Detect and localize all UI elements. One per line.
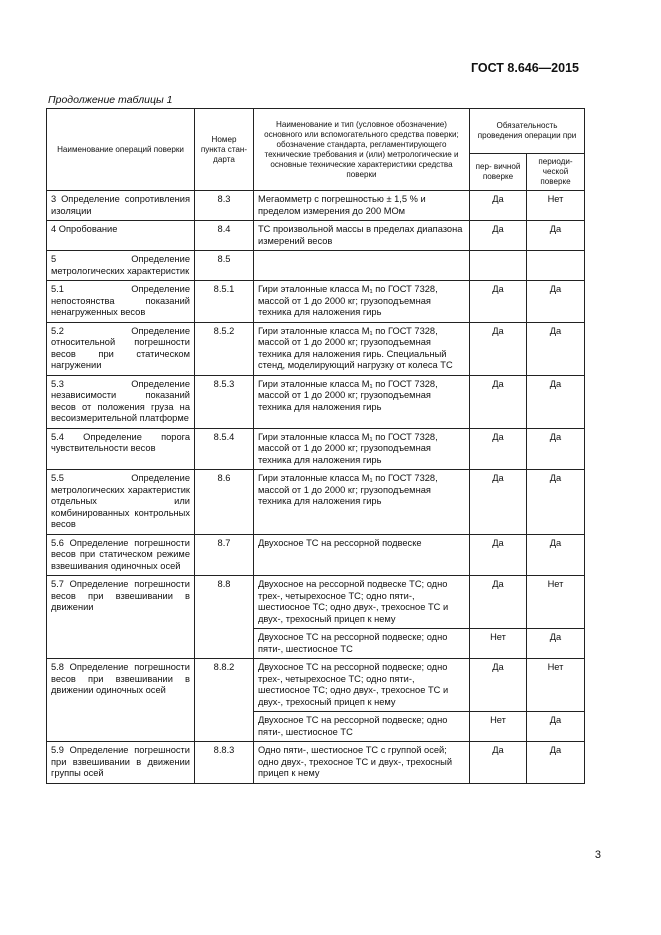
verification-means: Двухосное на рессорной подвеске ТС; одно трех-, четырехосное ТС; одно пяти-, шестиосное ТС; одно двух-, трехосное ТС и двух-, трехосный прицеп к нему: [254, 576, 470, 629]
operation-name: 5.4 Определение порога чувствительности весов: [47, 428, 195, 470]
operation-name: 5.7 Определение погрешности весов при взвешивании в движении: [47, 576, 195, 659]
periodic-flag: Нет: [527, 576, 585, 629]
header-periodic-verification: периоди- ческой поверке: [527, 154, 585, 191]
table-row: [47, 251, 585, 281]
table-row: [47, 742, 585, 784]
table-row: [47, 428, 585, 470]
periodic-flag: Да: [527, 322, 585, 375]
table-caption: Продолжение таблицы 1: [48, 94, 173, 106]
verification-means: Двухосное ТС на рессорной подвеске; одно пяти-, шестиосное ТС: [254, 712, 470, 742]
periodic-flag: Да: [527, 221, 585, 251]
periodic-flag: Да: [527, 428, 585, 470]
verification-means: Двухосное ТС на рессорной подвеске: [254, 534, 470, 576]
header-operation: Наименование операций поверки: [47, 109, 195, 191]
verification-means: Гири эталонные класса M₁ по ГОСТ 7328, массой от 1 до 2000 кг; грузоподъемная техника для наложения гирь: [254, 375, 470, 428]
header-obligation: Обязательность проведения операции при: [470, 109, 585, 154]
primary-flag: Да: [470, 742, 527, 784]
operation-name: 5.1 Определение непостоянства показаний ненагруженных весов: [47, 281, 195, 323]
clause-number: 8.5.4: [195, 428, 254, 470]
table-row: [47, 470, 585, 535]
primary-flag: Да: [470, 470, 527, 535]
operation-name: 5.3 Определение независимости показаний весов от положения груза на весоизмерительной платформе: [47, 375, 195, 428]
header-verification-means: Наименование и тип (условное обозначение) основного или вспомогательного средства поверки; обозначение стандарта, регламентирующего технические требования и (или) метрологические и основные технические характеристики средства поверки: [254, 109, 470, 191]
clause-number: 8.3: [195, 191, 254, 221]
primary-flag: Нет: [470, 629, 527, 659]
primary-flag: Да: [470, 576, 527, 629]
table-row: [47, 322, 585, 375]
periodic-flag: Да: [527, 281, 585, 323]
operation-name: 5 Определение метрологических характеристик: [47, 251, 195, 281]
verification-means: ТС произвольной массы в пределах диапазона измерений весов: [254, 221, 470, 251]
periodic-flag: Нет: [527, 191, 585, 221]
operation-name: 5.8 Определение погрешности весов при взвешивании в движении одиночных осей: [47, 659, 195, 742]
periodic-flag: Да: [527, 375, 585, 428]
primary-flag: Да: [470, 281, 527, 323]
operation-name: 5.6 Определение погрешности весов при статическом режиме взвешивания одиночных осей: [47, 534, 195, 576]
table-row: [47, 221, 585, 251]
primary-flag: Нет: [470, 712, 527, 742]
table-header-row: [47, 109, 585, 154]
periodic-flag: [527, 251, 585, 281]
periodic-flag: Да: [527, 742, 585, 784]
verification-means: Гири эталонные класса M₁ по ГОСТ 7328, массой от 1 до 2000 кг; грузоподъемная техника для наложения гирь. Специальный стенд, моделирующий нагрузку от колеса ТС: [254, 322, 470, 375]
primary-flag: Да: [470, 375, 527, 428]
table-row: [47, 576, 585, 629]
periodic-flag: Да: [527, 629, 585, 659]
clause-number: 8.7: [195, 534, 254, 576]
verification-means: Мегаомметр с погрешностью ± 1,5 % и пределом измерения до 200 МОм: [254, 191, 470, 221]
periodic-flag: Да: [527, 712, 585, 742]
table-row: [47, 534, 585, 576]
operation-name: 5.5 Определение метрологических характеристик отдельных или комбинированных контрольных весов: [47, 470, 195, 535]
verification-operations-table: [46, 108, 585, 784]
verification-means: Одно пяти-, шестиосное ТС с группой осей; одно двух-, трехосное ТС и двух-, трехосный прицеп к нему: [254, 742, 470, 784]
operation-name: 5.2 Определение относительной погрешности весов при статическом нагружении: [47, 322, 195, 375]
periodic-flag: Да: [527, 534, 585, 576]
clause-number: 8.5: [195, 251, 254, 281]
clause-number: 8.8: [195, 576, 254, 659]
primary-flag: Да: [470, 221, 527, 251]
table-row: [47, 191, 585, 221]
verification-means: Гири эталонные класса M₁ по ГОСТ 7328, массой от 1 до 2000 кг; грузоподъемная техника для наложения гирь: [254, 281, 470, 323]
primary-flag: Да: [470, 428, 527, 470]
verification-means: Гири эталонные класса M₁ по ГОСТ 7328, массой от 1 до 2000 кг; грузоподъемная техника для наложения гирь: [254, 428, 470, 470]
primary-flag: Да: [470, 659, 527, 712]
periodic-flag: Нет: [527, 659, 585, 712]
operation-name: 4 Опробование: [47, 221, 195, 251]
header-clause-number: Номер пункта стан- дарта: [195, 109, 254, 191]
verification-means: Гири эталонные класса M₁ по ГОСТ 7328, массой от 1 до 2000 кг; грузоподъемная техника для наложения гирь: [254, 470, 470, 535]
clause-number: 8.4: [195, 221, 254, 251]
header-primary-verification: пер- вичной поверке: [470, 154, 527, 191]
page-number: 3: [594, 849, 601, 861]
clause-number: 8.6: [195, 470, 254, 535]
operation-name: 3 Определение сопротивления изоляции: [47, 191, 195, 221]
clause-number: 8.5.2: [195, 322, 254, 375]
document-code: ГОСТ 8.646—2015: [470, 61, 579, 75]
verification-means: [254, 251, 470, 281]
table-row: [47, 659, 585, 712]
primary-flag: Да: [470, 322, 527, 375]
table-row: [47, 281, 585, 323]
verification-means: Двухосное ТС на рессорной подвеске; одно трех-, четырехосное ТС; одно пяти-, шестиосное ТС; одно двух-, трехосное ТС и двух-, трехосный прицеп к нему: [254, 659, 470, 712]
primary-flag: Да: [470, 534, 527, 576]
clause-number: 8.8.3: [195, 742, 254, 784]
table-row: [47, 375, 585, 428]
primary-flag: [470, 251, 527, 281]
operation-name: 5.9 Определение погрешности при взвешивании в движении группы осей: [47, 742, 195, 784]
clause-number: 8.5.1: [195, 281, 254, 323]
primary-flag: Да: [470, 191, 527, 221]
clause-number: 8.8.2: [195, 659, 254, 742]
clause-number: 8.5.3: [195, 375, 254, 428]
verification-means: Двухосное ТС на рессорной подвеске; одно пяти-, шестиосное ТС: [254, 629, 470, 659]
periodic-flag: Да: [527, 470, 585, 535]
